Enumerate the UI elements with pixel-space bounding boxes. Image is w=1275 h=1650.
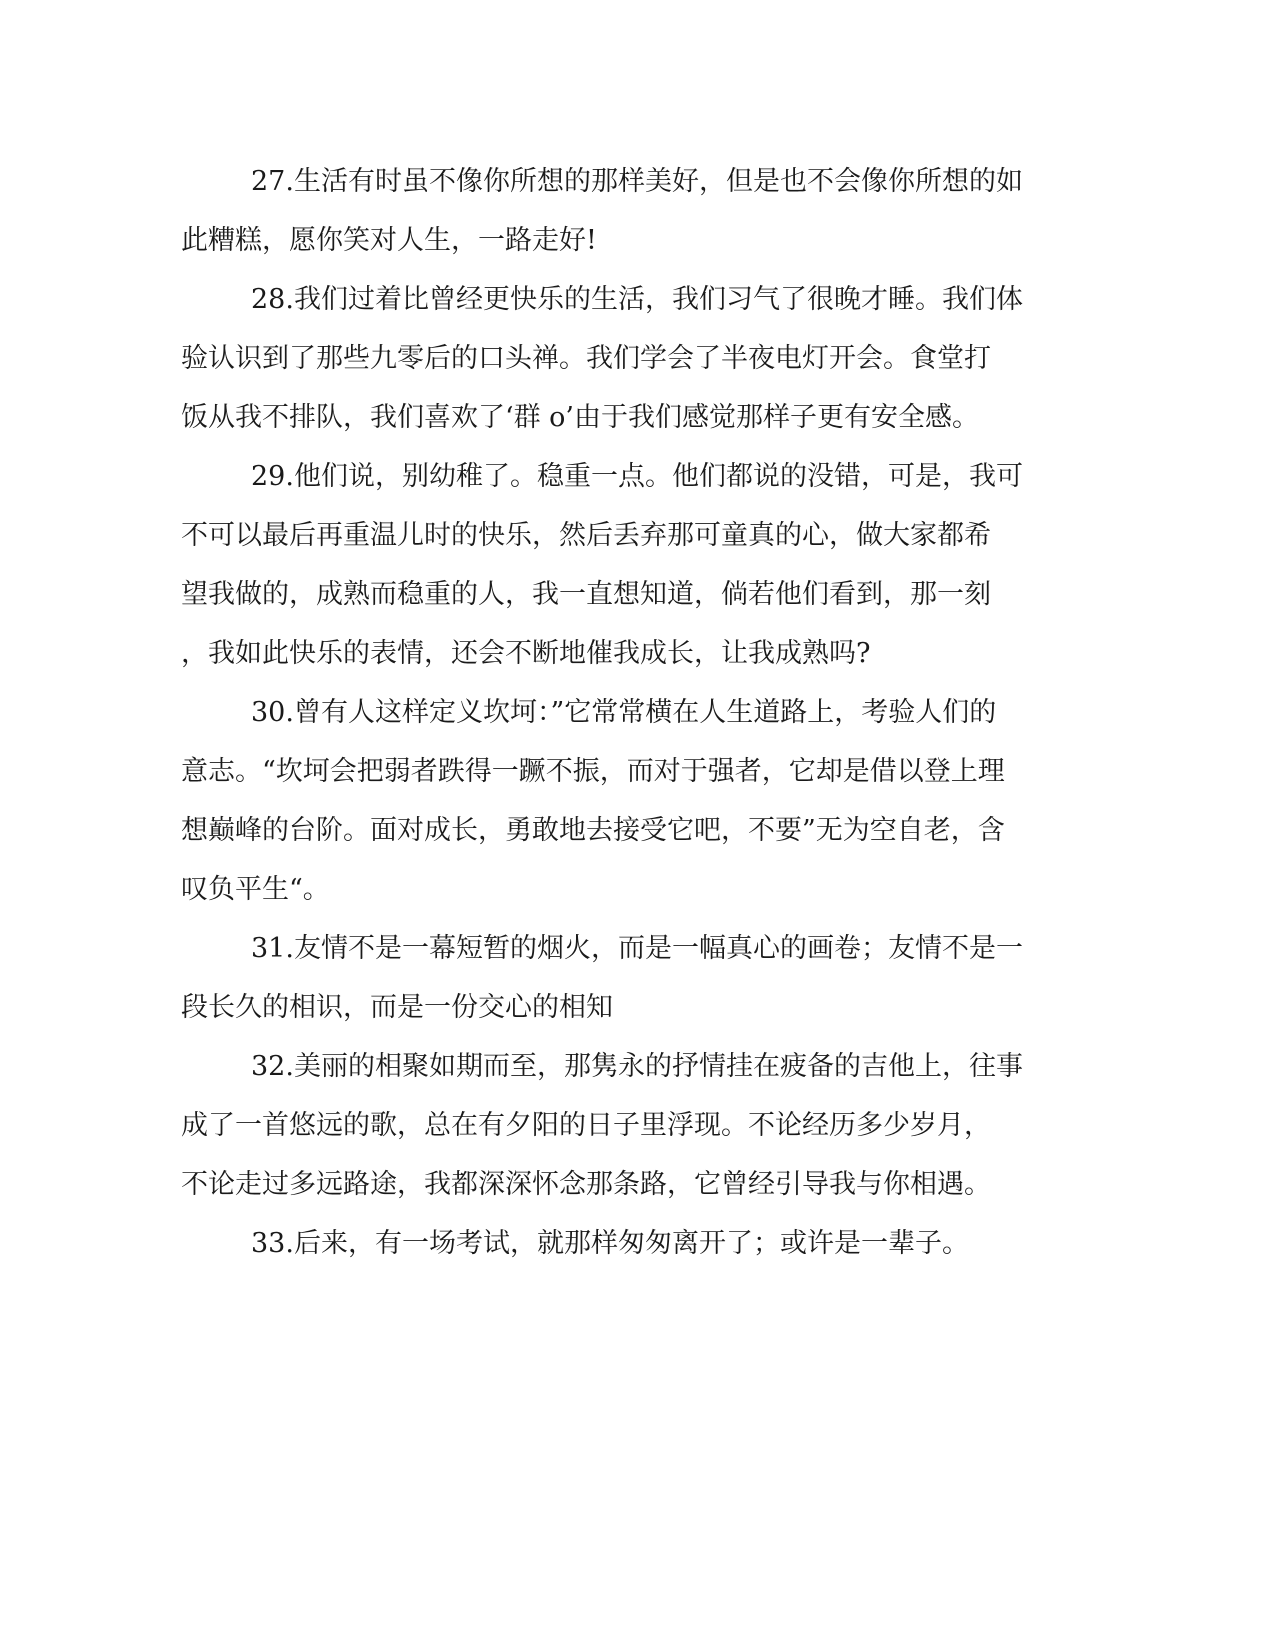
paragraph-line: 28.我们过着比曾经更快乐的生活，我们习气了很晚才睡。我们体 — [251, 284, 1023, 315]
document-body — [181, 160, 1041, 1281]
paragraph-29 — [181, 455, 1041, 691]
paragraph-line: 饭从我不排队，我们喜欢了‘群 o’由于我们感觉那样子更有安全感。 — [181, 402, 980, 433]
paragraph-31 — [181, 927, 1041, 1045]
paragraph-line: 验认识到了那些九零后的口头禅。我们学会了半夜电灯开会。食堂打 — [181, 343, 991, 374]
paragraph-line: 意志。“坎坷会把弱者跌得一蹶不振，而对于强者，它却是借以登上理 — [181, 756, 1005, 787]
paragraph-line: 想巅峰的台阶。面对成长，勇敢地去接受它吧，不要”无为空自老，含 — [181, 815, 1005, 846]
paragraph-32 — [181, 1045, 1041, 1222]
paragraph-30 — [181, 691, 1041, 927]
paragraph-line: 31.友情不是一幕短暂的烟火，而是一幅真心的画卷；友情不是一 — [251, 933, 1023, 964]
paragraph-line: ，我如此快乐的表情，还会不断地催我成长，让我成熟吗? — [181, 638, 871, 669]
paragraph-line: 叹负平生“。 — [181, 874, 330, 905]
paragraph-28 — [181, 278, 1041, 455]
paragraph-line: 32.美丽的相聚如期而至，那隽永的抒情挂在疲备的吉他上，往事 — [251, 1051, 1023, 1082]
paragraph-line: 30.曾有人这样定义坎坷：”它常常横在人生道路上，考验人们的 — [251, 697, 997, 728]
paragraph-27 — [181, 160, 1041, 278]
paragraph-line: 不论走过多远路途，我都深深怀念那条路，它曾经引导我与你相遇。 — [181, 1169, 991, 1200]
paragraph-33 — [181, 1222, 1041, 1281]
paragraph-line: 29.他们说，别幼稚了。稳重一点。他们都说的没错，可是，我可 — [251, 461, 1023, 492]
paragraph-line: 此糟糕，愿你笑对人生，一路走好! — [181, 225, 597, 256]
paragraph-line: 望我做的，成熟而稳重的人，我一直想知道，倘若他们看到，那一刻 — [181, 579, 991, 610]
paragraph-line: 27.生活有时虽不像你所想的那样美好，但是也不会像你所想的如 — [251, 166, 1023, 197]
paragraph-line: 成了一首悠远的歌，总在有夕阳的日子里浮现。不论经历多少岁月， — [181, 1110, 991, 1141]
paragraph-line: 33.后来，有一场考试，就那样匆匆离开了；或许是一辈子。 — [251, 1228, 969, 1259]
paragraph-line: 段长久的相识，而是一份交心的相知 — [181, 992, 613, 1023]
paragraph-line: 不可以最后再重温儿时的快乐，然后丢弃那可童真的心，做大家都希 — [181, 520, 991, 551]
